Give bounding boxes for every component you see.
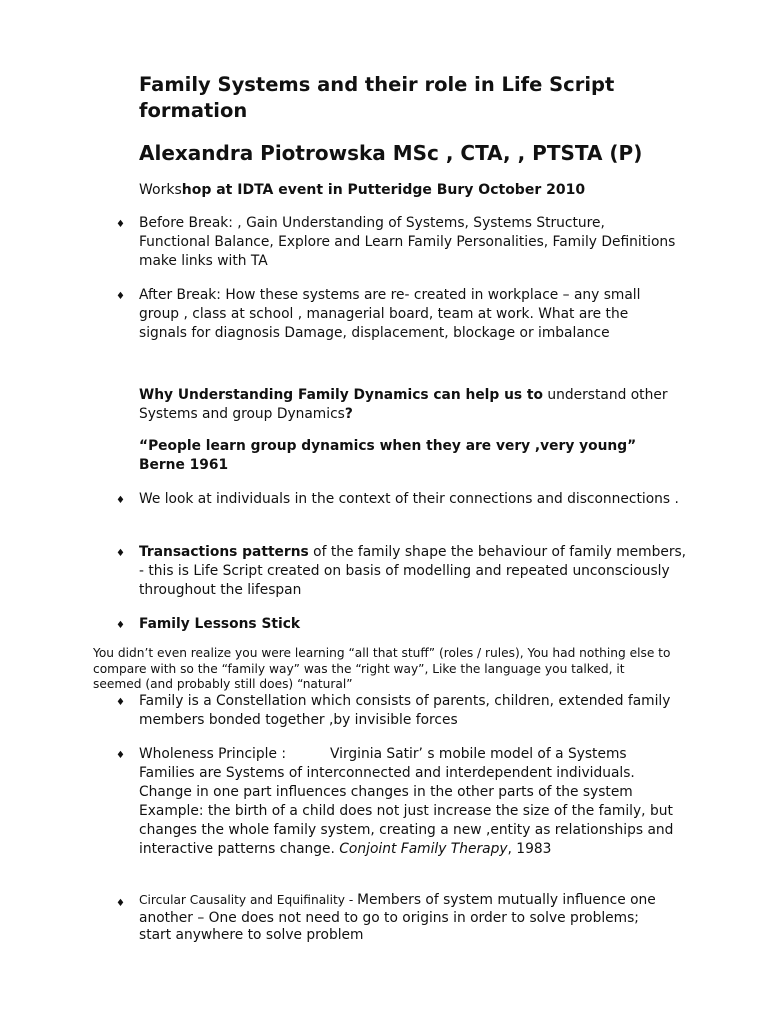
bullet-diamond-icon: ♦: [116, 219, 125, 230]
bullet-transactions: [139, 543, 687, 600]
bullet-diamond-icon: ♦: [116, 548, 125, 559]
why-bold: Why Understanding Family Dynamics can help us to: [139, 387, 543, 403]
workshop-rest: hop at IDTA event in Putteridge Bury October 2010: [181, 182, 586, 198]
workshop-prefix: Works: [139, 182, 182, 198]
bullet-diamond-icon: ♦: [116, 697, 125, 708]
circular-small-label: Circular Causality and Equifinality -: [139, 893, 358, 907]
berne-quote: “People learn group dynamics when they are very ,very young” Berne 1961: [139, 438, 637, 473]
wholeness-text: Virginia Satir’ s mobile model of a Systems Families are Systems of interconnected and interdependent individuals. Change in one part influences changes in the other parts of the system Example: the birth of a child does not just increase the size of the family, but changes the whole family system, creating a new ,entity as relationships and interactive patterns change.: [139, 746, 674, 857]
bullet-family-lessons: Family Lessons Stick: [139, 616, 301, 632]
document-title: Family Systems and their role in Life Script formation: [139, 73, 615, 122]
bullet-circular-causality: [139, 892, 659, 945]
note-paragraph: You didn’t even realize you were learning “all that stuff” (roles / rules), You had nothing else to compare with so the “family way” was the “right way”, Like the language you talked, it seemed (and probably still does) “natural”: [93, 646, 671, 691]
bullet-before-break: Before Break: , Gain Understanding of Systems, Systems Structure, Functional Balance, Explore and Learn Family Personalities, Family Definitions make links with TA: [139, 215, 676, 269]
transactions-rest: of the family shape the behaviour of family members, - this is Life Script created on basis of modelling and repeated unconsciously throughout the lifespan: [139, 544, 687, 598]
author-line: Alexandra Piotrowska MSc , CTA, , PTSTA (P): [139, 141, 643, 165]
wholeness-year: , 1983: [507, 841, 552, 857]
bullet-wholeness: [139, 745, 677, 859]
wholeness-citation: Conjoint Family Therapy: [339, 841, 508, 857]
bullet-diamond-icon: ♦: [116, 291, 125, 302]
why-paragraph: [139, 386, 679, 424]
circular-text: Members of system mutually influence one another – One does not need to go to origins in order to solve problems; start anywhere to solve problem: [139, 892, 656, 943]
transactions-bold: Transactions patterns: [139, 544, 309, 560]
workshop-line: [139, 181, 585, 199]
bullet-constellation: Family is a Constellation which consists of parents, children, extended family members bonded together ,by invisible forces: [139, 693, 671, 728]
why-normal: understand other Systems and group Dynamics: [139, 387, 668, 422]
bullet-diamond-icon: ♦: [116, 898, 125, 909]
bullet-diamond-icon: ♦: [116, 495, 125, 506]
bullet-diamond-icon: ♦: [116, 620, 125, 631]
why-qmark: ?: [344, 406, 353, 422]
bullet-diamond-icon: ♦: [116, 750, 125, 761]
bullet-after-break: After Break: How these systems are re- created in workplace – any small group , class at school , managerial board, team at work. What are the signals for diagnosis Damage, displacement, blockage or imbalance: [139, 287, 641, 341]
bullet-individuals: We look at individuals in the context of their connections and disconnections .: [139, 491, 679, 507]
wholeness-label: Wholeness Principle :: [139, 746, 287, 762]
